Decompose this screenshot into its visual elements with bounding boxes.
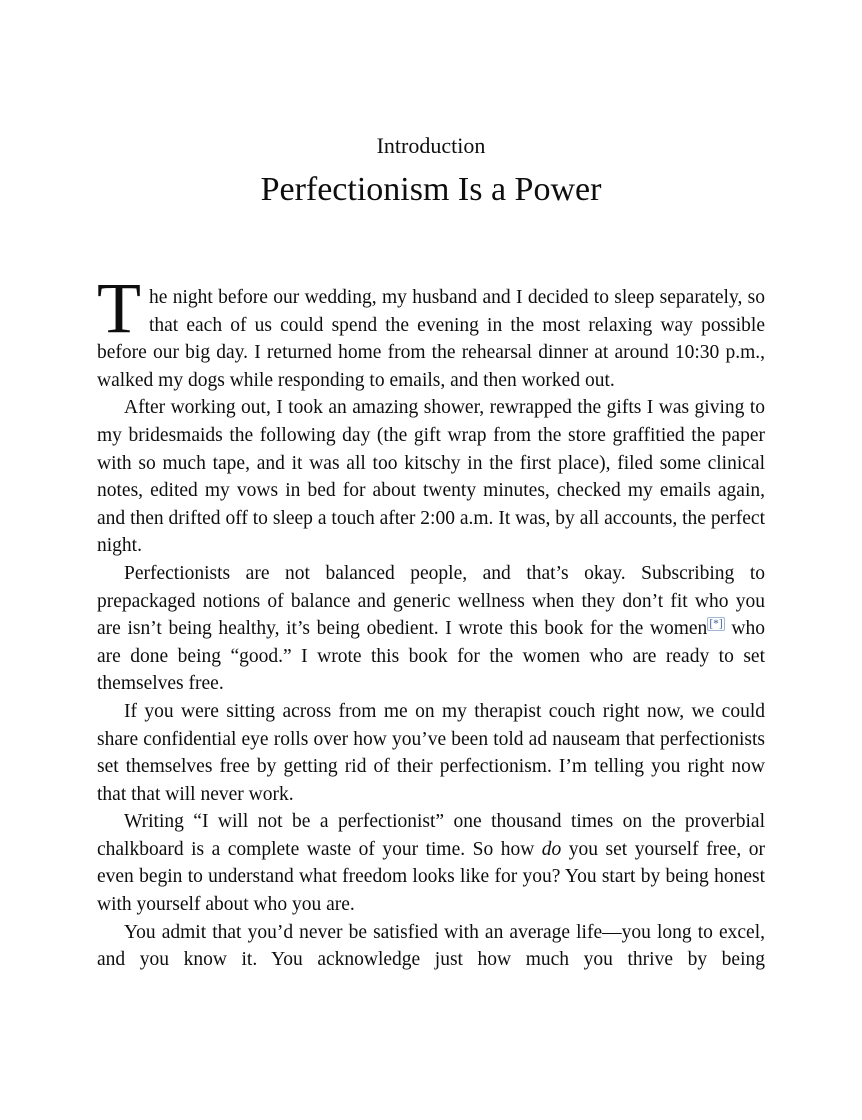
paragraph-text: Perfectionists are not balanced people, and that’s okay. Subscribing to prepackaged notions of balance and generic wellness when they don’t fit who you are isn’t being healthy, it’s being obedient. I wrote this book for the women [97,562,765,640]
paragraph [97,560,765,698]
chapter-label: Introduction [376,133,486,158]
chapter-header [97,133,765,210]
chapter-body [97,268,765,974]
paragraph-text: Writing “I will not be a perfectionist” one thousand times on the proverbial chalkboard is a complete waste of your time. So how [97,811,765,860]
footnote-link[interactable]: [*] [709,617,723,630]
paragraph: You admit that you’d never be satisfied with an average life—you long to excel, and you know it. You acknowledge just how much you thrive by being [97,921,765,971]
emphasis-word: do [541,838,562,860]
paragraph [97,268,765,394]
paragraph-text: who are done being “good.” I wrote this book for the women who are ready to set themselves free. [97,618,765,695]
paragraph: After working out, I took an amazing shower, rewrapped the gifts I was giving to my bridesmaids the following day (the gift wrap from the store graffitied the paper with so much tape, and it was all too kitschy in the first place), filed some clinical notes, edited my vows in bed for about twenty minutes, checked my emails again, and then drifted off to sleep a touch after 2:00 a.m. It was, by all accounts, the perfect night. [97,397,765,557]
paragraph: If you were sitting across from me on my therapist couch right now, we could share confidential eye rolls over how you’ve been told ad nauseam that perfectionists set themselves free by getting rid of their perfectionism. I’m telling you right now that that will never work. [97,700,765,805]
chapter-title: Perfectionism Is a Power [260,171,602,208]
paragraph [97,808,765,918]
paragraph-text: you set yourself free, or even begin to understand what freedom looks like for you? You start by being honest with yourself about who you are. [97,838,765,916]
drop-cap: T [97,268,141,348]
paragraph-text: he night before our wedding, my husband and I decided to sleep separately, so that each of us could spend the evening in the most relaxing way possible before our big day. I returned home from the rehearsal dinner at around 10:30 p.m., walked my dogs while responding to emails, and then worked out. [97,287,765,391]
